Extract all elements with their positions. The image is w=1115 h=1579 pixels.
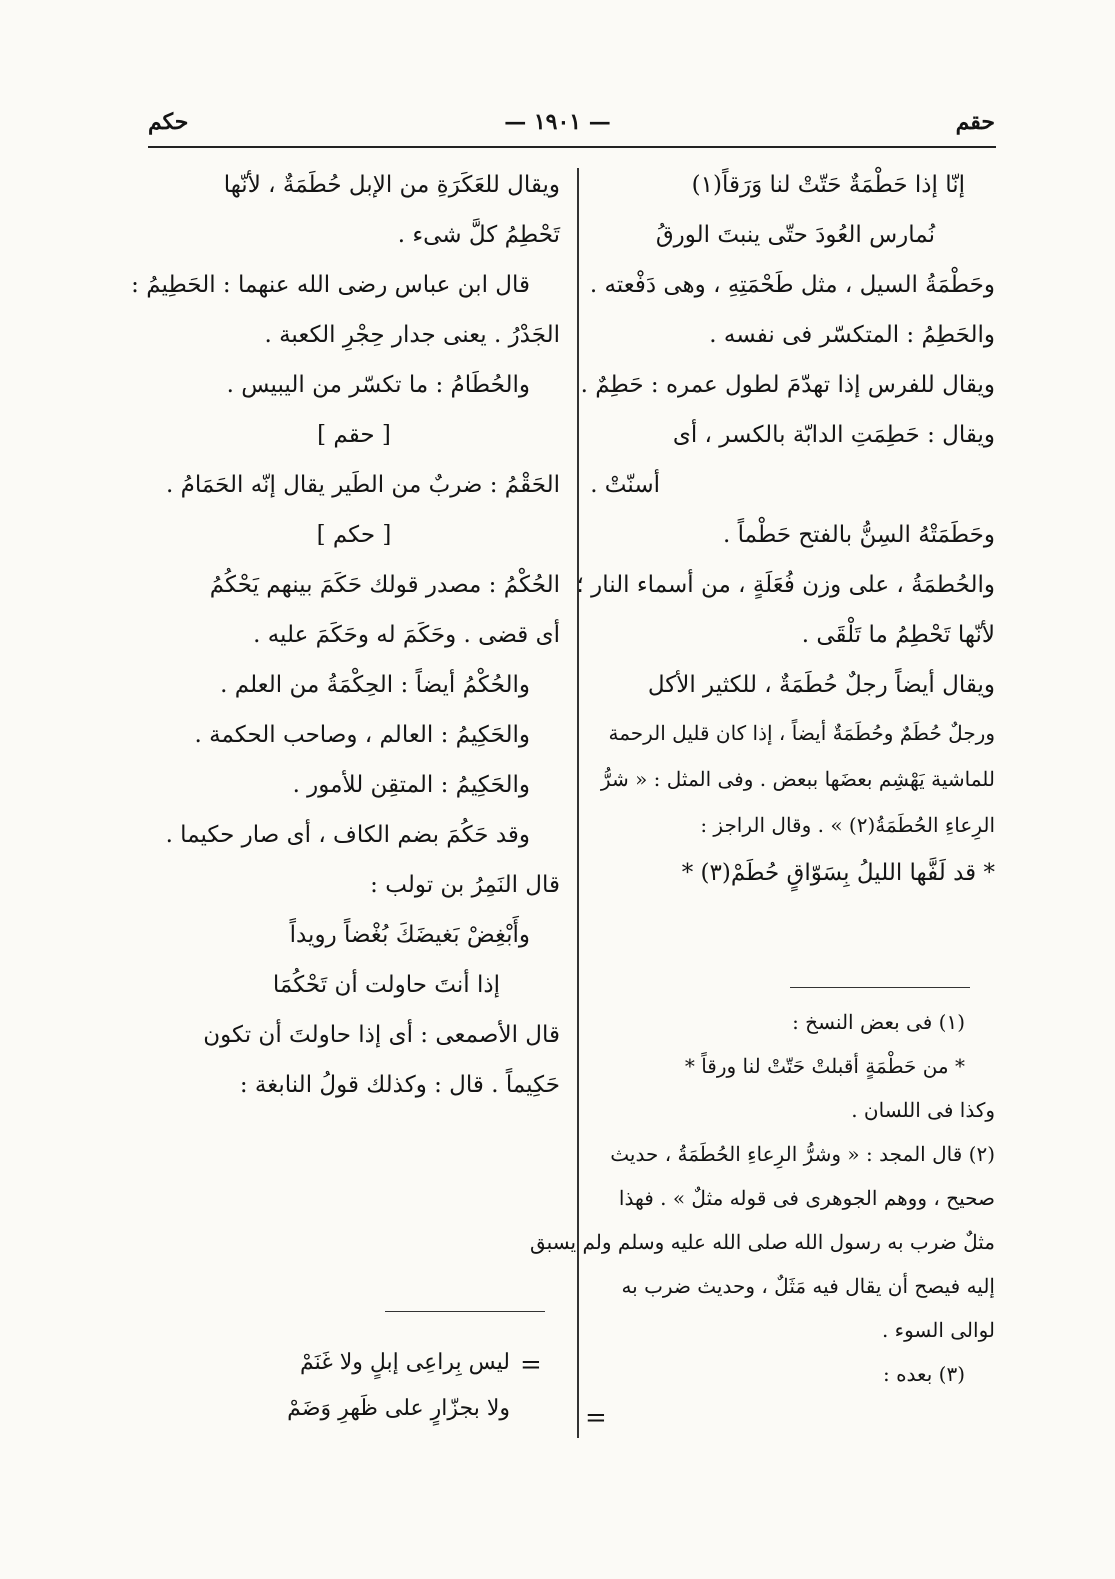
right-footnotes (530, 1000, 995, 1396)
text-line: قال ابن عباس رضى الله عنهما : الحَطِيمُ : (131, 272, 530, 298)
text-line: وقد حَكُمَ بضم الكاف ، أى صار حكيما . (165, 822, 530, 848)
text-line: قال النَمِرُ بن تولب : (370, 872, 560, 898)
text-line: الحَقْمُ : ضربٌ من الطَير يقال إنّه الحَمَامُ . (166, 472, 560, 498)
section-heading: [ حكم ] (316, 522, 392, 548)
text-line: ويقال : حَطِمَتِ الدابّة بالكسر ، أى (672, 422, 995, 448)
text-line: الجَدْرُ . يعنى جدار حِجْرِ الكعبة . (264, 322, 560, 348)
text-line: ويقال للفرس إذا تهدّمَ لطول عمره : حَطِمٌ . (580, 372, 995, 398)
header-right-word: حقم (955, 109, 995, 135)
footnote-line: (١) فى بعض النسخ : (792, 1010, 965, 1034)
footnote-line: مثلٌ ضرب به رسول الله صلى الله عليه وسلم ولم يسبق (530, 1230, 995, 1254)
footnote-line: لوالى السوء . (881, 1318, 995, 1342)
text-line: والحَكِيمُ : العالم ، وصاحب الحكمة . (194, 722, 530, 748)
footnote-rule (385, 1311, 545, 1312)
footnote-line: (٢) قال المجد : « وشرُّ الرِعاءِ الحُطَمَةُ ، حديث (610, 1142, 995, 1166)
text-line: وحَطْمَةُ السيل ، مثل طَحْمَتِهِ ، وهى دَفْعته . (589, 272, 995, 298)
footnote-rule (790, 987, 970, 988)
section-heading: [ حقم ] (317, 422, 391, 448)
footnote-line: إليه فيصح أن يقال فيه مَثَلٌ ، وحديث ضرب به (621, 1274, 995, 1298)
text-line: الرِعاءِ الحُطَمَةُ(٢) » . وقال الراجز : (700, 813, 995, 837)
text-line: ورجلٌ حُطَمٌ وحُطَمَةٌ أيضاً ، إذا كان قليل الرحمة (608, 721, 995, 745)
text-line: حَكِيماً . قال : وكذلك قولُ النابغة : (239, 1072, 560, 1098)
text-line: * قد لَفَّها الليلُ بِسَوّاقٍ حُطَمْ(٣) * (681, 860, 995, 886)
text-line: نُمارس العُودَ حتّى ينبتَ الورقُ (655, 222, 935, 248)
footnote-line: صحيح ، ووهم الجوهرى فى قوله مثلٌ » . فهذا (618, 1186, 995, 1210)
text-line: أسنّتْ . (590, 472, 660, 498)
footnote-line: (٣) بعده : (882, 1362, 965, 1386)
continuation-mark: = (585, 1403, 607, 1433)
header-rule (148, 146, 996, 148)
text-line: والحَطِمُ : المتكسّر فى نفسه . (709, 322, 995, 348)
verse-line: وأَبْغِضْ بَغيضَكَ بُغْضاً رويداً (289, 922, 530, 948)
verse-line: ليس بِراعِى إبلٍ ولا غَنَمْ (299, 1350, 510, 1375)
verse-line: ولا بجزّارٍ على ظَهرِ وَضَمْ (287, 1396, 510, 1421)
verse-line: إذا أنتَ حاولت أن تَحْكُمَا (272, 972, 500, 998)
text-line: قال الأصمعى : أى إذا حاولتَ أن تكون (203, 1022, 560, 1048)
text-line: تَحْطِمُ كلَّ شىء . (397, 222, 560, 248)
text-line: وحَطَمَتْهُ السِنُّ بالفتح حَطْماً . (723, 522, 995, 548)
page-number: — ١٩٠١ — (504, 109, 611, 135)
footnote-line: * من حَطْمَةٍ أقبلتْ حَتّتْ لنا ورقاً * (684, 1054, 965, 1078)
text-line: إنّا إذا حَطْمَةٌ حَتّتْ لنا وَرَقاً(١) (691, 172, 965, 198)
text-line: ويقال أيضاً رجلٌ حُطَمَةٌ ، للكثير الأكل (647, 672, 995, 698)
continuation-mark: = (520, 1350, 542, 1380)
text-line: والحُكْمُ أيضاً : الحِكْمَةُ من العلم . (220, 672, 530, 698)
text-line: الحُكْمُ : مصدر قولك حَكَمَ بينهم يَحْكُمُ (209, 572, 560, 598)
footnote-line: وكذا فى اللسان . (851, 1098, 995, 1122)
text-line: والحُطمَةُ ، على وزن فُعَلَةٍ ، من أسماء النار ؛ (576, 572, 995, 598)
text-line: للماشية يَهْشِم بعضَها ببعض . وفى المثل : « شرُّ (600, 767, 995, 791)
header-left-word: حكم (148, 109, 189, 135)
left-column (131, 160, 560, 1110)
right-column (576, 160, 995, 898)
text-line: ويقال للعَكَرَةِ من الإبل حُطَمَةٌ ، لأنّها (223, 172, 560, 198)
text-line: والحُطَامُ : ما تكسّر من اليبيس . (226, 372, 530, 398)
text-line: لأنّها تَحْطِمُ ما تَلْقَى . (801, 622, 995, 648)
text-line: أى قضى . وحَكَمَ له وحَكَمَ عليه . (253, 622, 560, 648)
text-line: والحَكِيمُ : المتقِن للأمور . (292, 772, 530, 798)
footnote-verse (200, 1340, 510, 1432)
